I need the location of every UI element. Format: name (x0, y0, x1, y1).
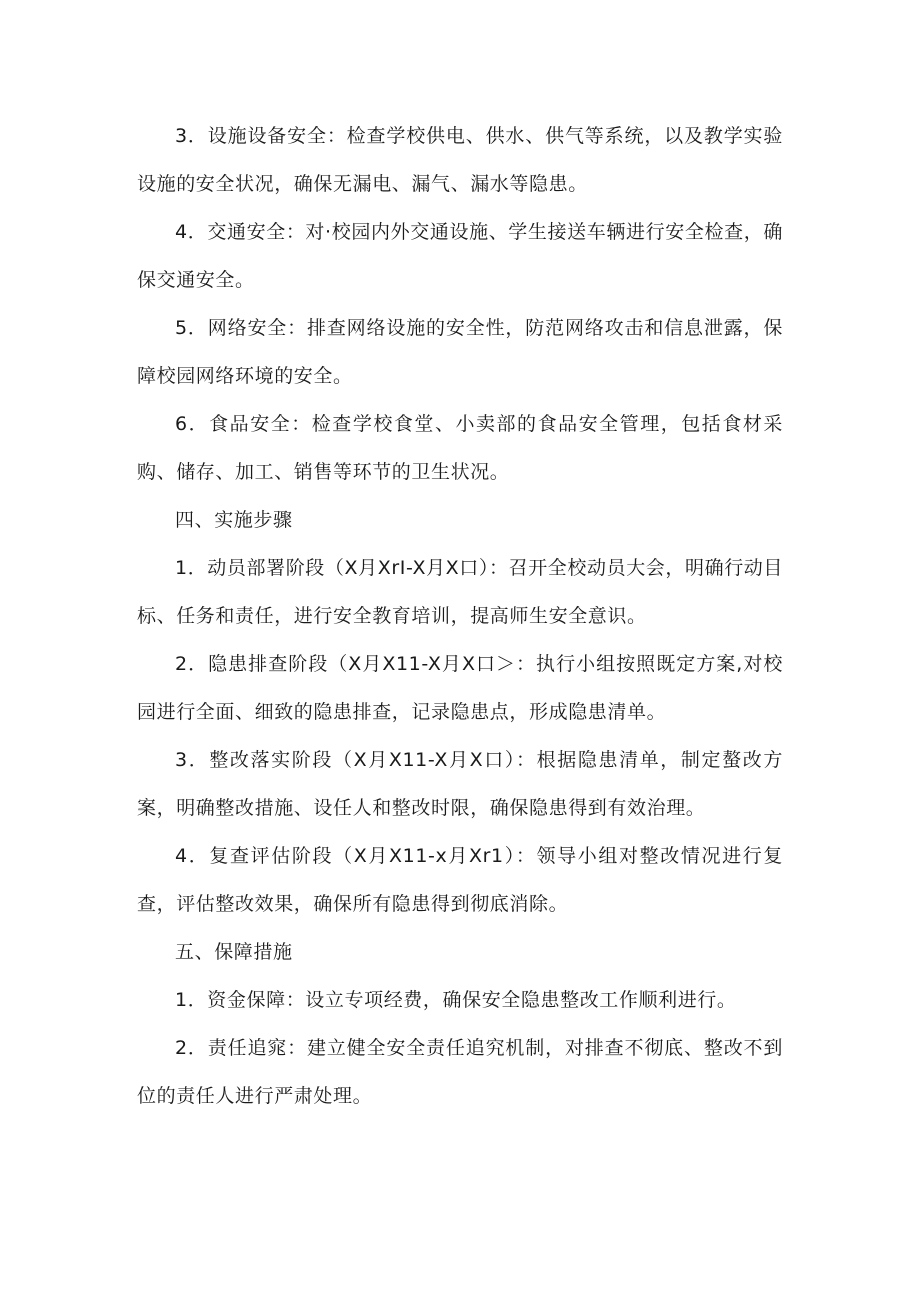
paragraph-food-safety: 6．食品安全：检查学校食堂、小卖部的食品安全管理，包括食材采购、储存、加工、销售等环节的卫生状况。 (137, 413, 783, 483)
paragraph-network-safety: 5．网络安全：排查网络设施的安全性，防范网络攻击和信息泄露，保障校园网络环境的安全。 (137, 317, 783, 387)
paragraph-funding-guarantee: 1．资金保障：设立专项经费，确保安全隐患整改工作顺利进行。 (175, 989, 737, 1011)
section-heading-safeguards: 五、保障措施 (175, 941, 293, 963)
paragraph-rectification-stage: 3．整改落实阶段（X月X11-X月X口）：根据隐患清单，制定螯改方案，明确整改措施、设任人和整改时限，确保隐患得到有效治理。 (137, 749, 783, 819)
paragraph-accountability: 2．责任追窕：建立健全安全责任追究机制，对排查不彻底、整改不到位的责任人进行严肃处理。 (137, 1037, 783, 1107)
paragraph-inspection-stage: 2．隐患排查阶段（X月X11-X月X口＞：执行小组按照既定方案,对校园进行全面、细致的隐患排查，记录隐患点，形成隐患清单。 (137, 653, 783, 723)
document-body (137, 112, 783, 1120)
paragraph-traffic-safety: 4．交通安全：对·校园内外交通设施、学生接送车辆进行安全检查，确保交通安全。 (137, 221, 783, 291)
paragraph-review-stage: 4．复查评估阶段（X月X11-x月Xr1）：领导小组对整改情况进行复查，评估整改效果，确保所有隐患得到彻底消除。 (137, 845, 783, 915)
paragraph-facility-safety: 3．设施设备安全：检查学校供电、供水、供气等系统，以及教学实验设施的安全状况，确保无漏电、漏气、漏水等隐患。 (137, 125, 783, 195)
section-heading-implementation-steps: 四、实施步骤 (175, 509, 293, 531)
paragraph-mobilization-stage: 1．动员部署阶段（X月XrI-X月X口）：召开全校动员大会，明确行动目标、任务和责任，进行安全教育培训，提高师生安全意识。 (137, 557, 783, 627)
